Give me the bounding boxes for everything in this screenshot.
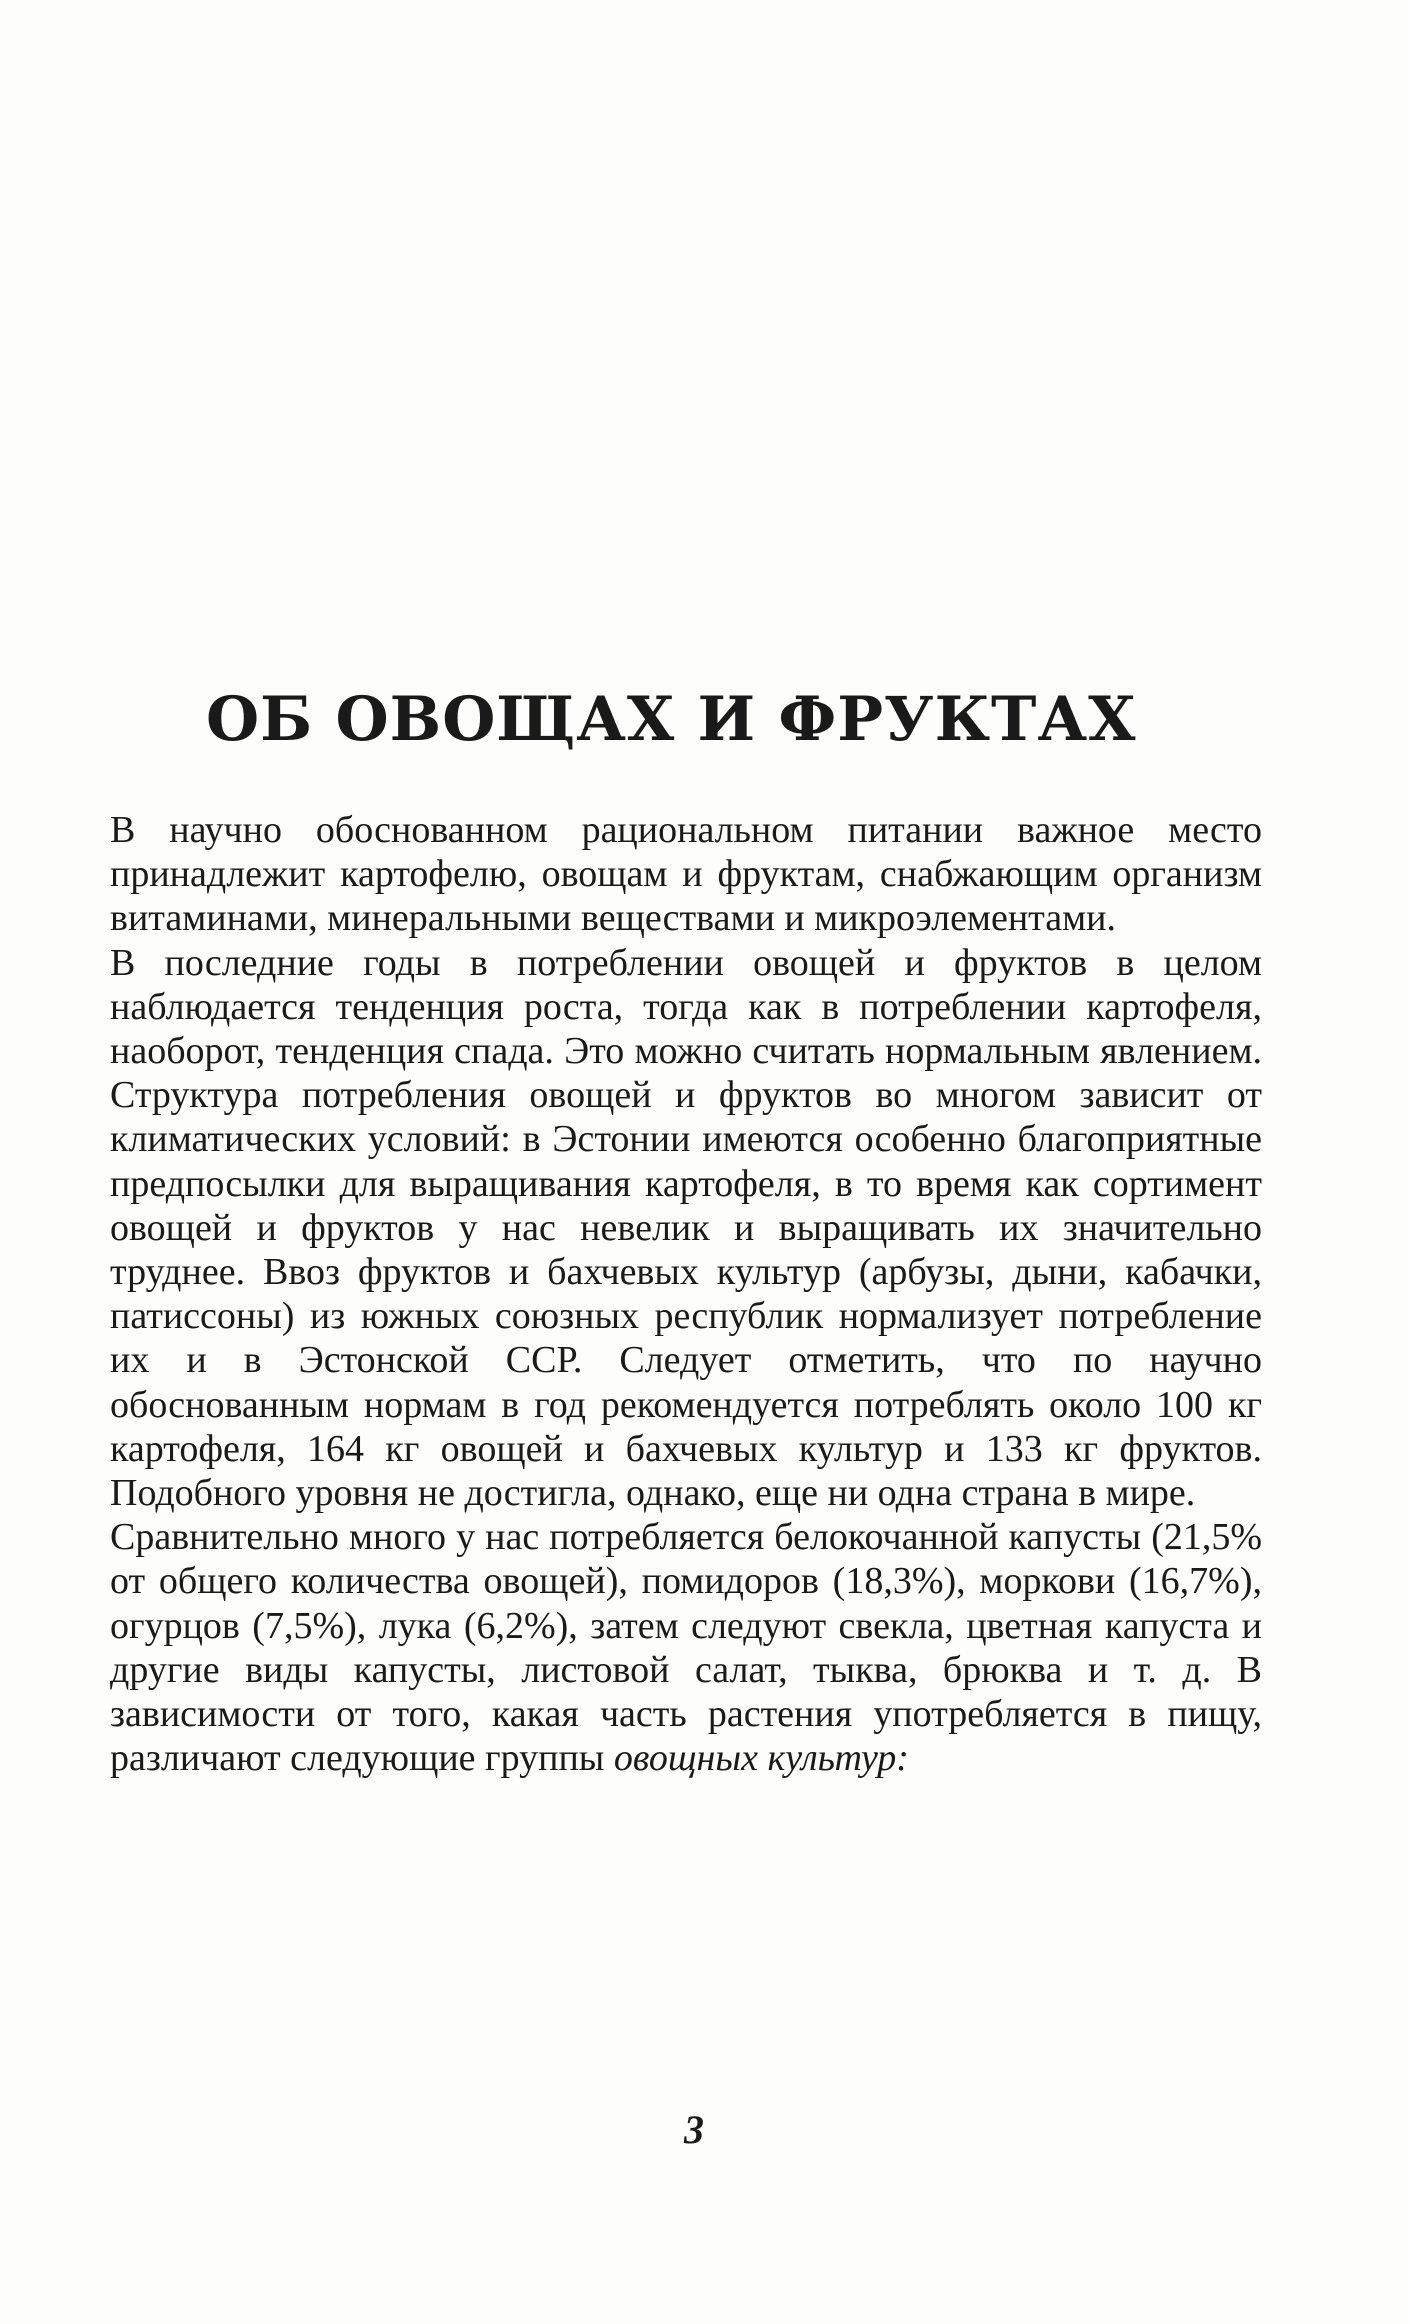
paragraph-intro-text: В научно обоснованном рациональном питании важное место принадлежит картофелю, овощам и фруктам, снабжающим организм витаминами, минеральными веществами и микроэлементами. [110,809,1262,940]
paragraph-intro [110,808,1262,941]
chapter-title: ОБ ОВОЩАХ И ФРУКТАХ [206,684,1137,755]
paragraph-consumption-trends-text: В последние годы в потреблении овощей и фруктов в целом наблюдается тенденция роста, тогда как в потреблении картофеля, наоборот, тенденция спада. Это можно считать нормальным явлением. Структура потребления овощей и фруктов во многом зависит от климатических условий: в Эстонии имеются особенно благоприятные предпосылки для выращивания картофеля, в то время как сортимент овощей и фруктов у нас невелик и выращивать их значительно труднее. Ввоз фруктов и бахчевых культур (арбузы, дыни, кабачки, патиссоны) из южных союзных республик нормализует потребление их и в Эстонской ССР. Следует отметить, что по научно обоснованным нормам в год рекомендуется потреблять около 100 кг картофеля, 164 кг овощей и бахчевых культур и 133 кг фруктов. Подобного уровня не достигла, однако, еще ни одна страна в мире. [110,941,1262,1515]
body-text [110,808,1262,1780]
paragraph-consumption-trends [110,941,1262,1516]
paragraph-vegetable-groups-text: Сравнительно много у нас потребляется белокочанной капусты (21,5% от общего количества овощей), помидоров (18,3%), моркови (16,7%), огурцов (7,5%), лука (6,2%), затем следуют свекла, цветная капуста и другие виды капусты, листовой салат, тыква, брюква и т. д. В зависимости от того, какая часть растения употребляется в пищу, различают следующие группы [110,1516,1262,1780]
paragraph-vegetable-groups [110,1515,1262,1780]
paragraph-vegetable-groups-emphasis: овощных культур: [613,1737,909,1780]
page-number: 3 [684,2107,704,2152]
